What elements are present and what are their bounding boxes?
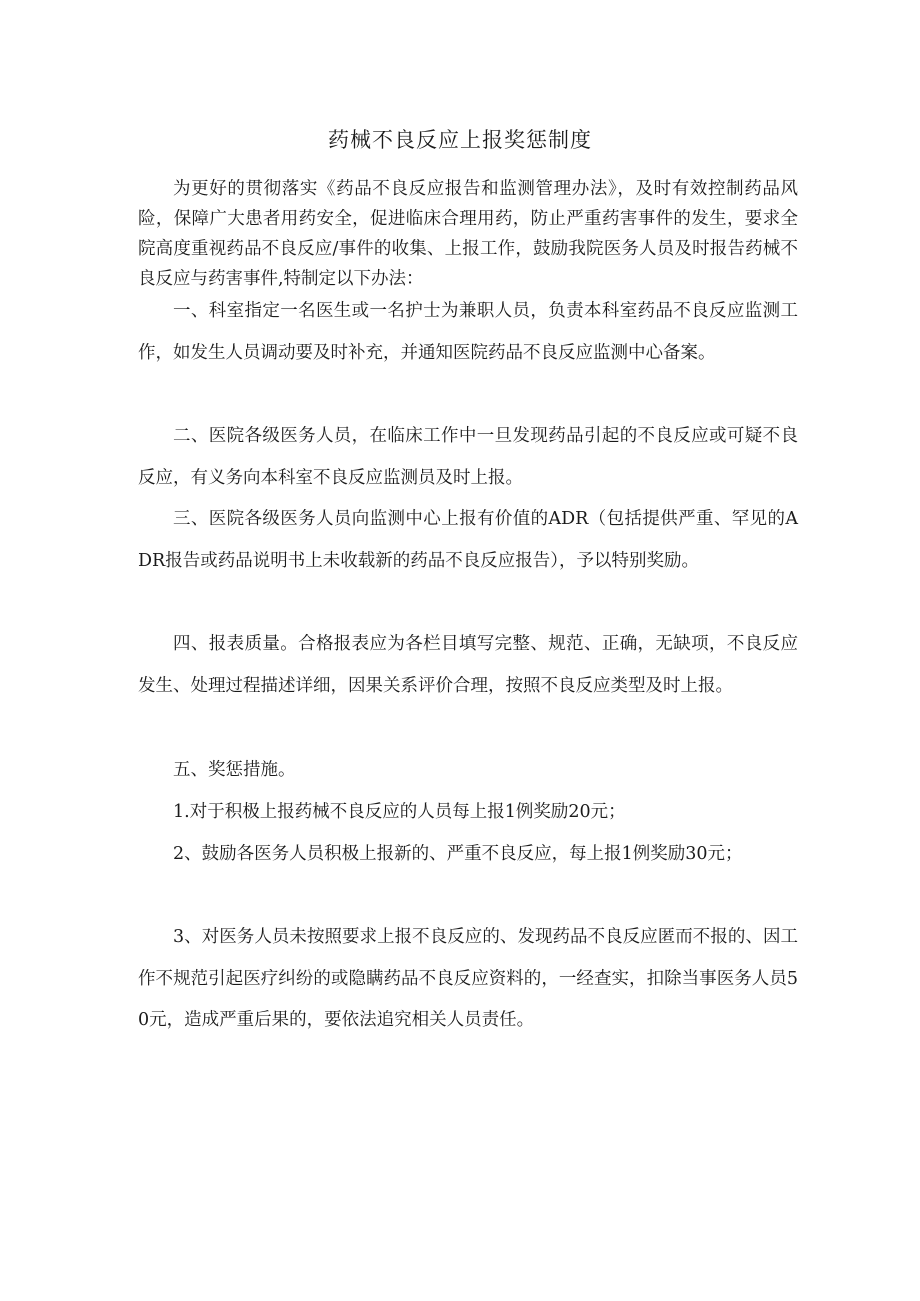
measure-2-paragraph: 2、鼓励各医务人员积极上报新的、严重不良反应，每上报1例奖励30元；	[173, 844, 743, 864]
article-4-paragraph: 四、报表质量。合格报表应为各栏目填写完整、规范、正确，无缺项，不良反应发生、处理过程描述详细，因果关系评价合理，按照不良反应类型及时上报。	[138, 634, 798, 696]
measure-1-paragraph: 1.对于积极上报药械不良反应的人员每上报1例奖励20元；	[173, 802, 626, 822]
intro-paragraph: 为更好的贯彻落实《药品不良反应报告和监测管理办法》，及时有效控制药品风险，保障广大患者用药安全，促进临床合理用药，防止严重药害事件的发生，要求全院高度重视药品不良反应/事件的收集、上报工作，鼓励我院医务人员及时报告药械不良反应与药害事件,特制定以下办法：	[138, 179, 798, 289]
article-3-paragraph: 三、医院各级医务人员向监测中心上报有价值的ADR（包括提供严重、罕见的ADR报告或药品说明书上未收载新的药品不良反应报告），予以特别奖励。	[138, 509, 798, 571]
article-5-heading: 五、奖惩措施。	[173, 760, 296, 780]
document-title: 药械不良反应上报奖惩制度	[328, 128, 592, 152]
article-2-paragraph: 二、医院各级医务人员，在临床工作中一旦发现药品引起的不良反应或可疑不良反应，有义务向本科室不良反应监测员及时上报。	[138, 426, 798, 488]
measure-3-paragraph: 3、对医务人员未按照要求上报不良反应的、发现药品不良反应匿而不报的、因工作不规范引起医疗纠纷的或隐瞒药品不良反应资料的，一经查实，扣除当事医务人员50元，造成严重后果的，要依法追究相关人员责任。	[138, 927, 798, 1030]
article-1-paragraph: 一、科室指定一名医生或一名护士为兼职人员，负责本科室药品不良反应监测工作，如发生人员调动要及时补充，并通知医院药品不良反应监测中心备案。	[138, 301, 798, 363]
